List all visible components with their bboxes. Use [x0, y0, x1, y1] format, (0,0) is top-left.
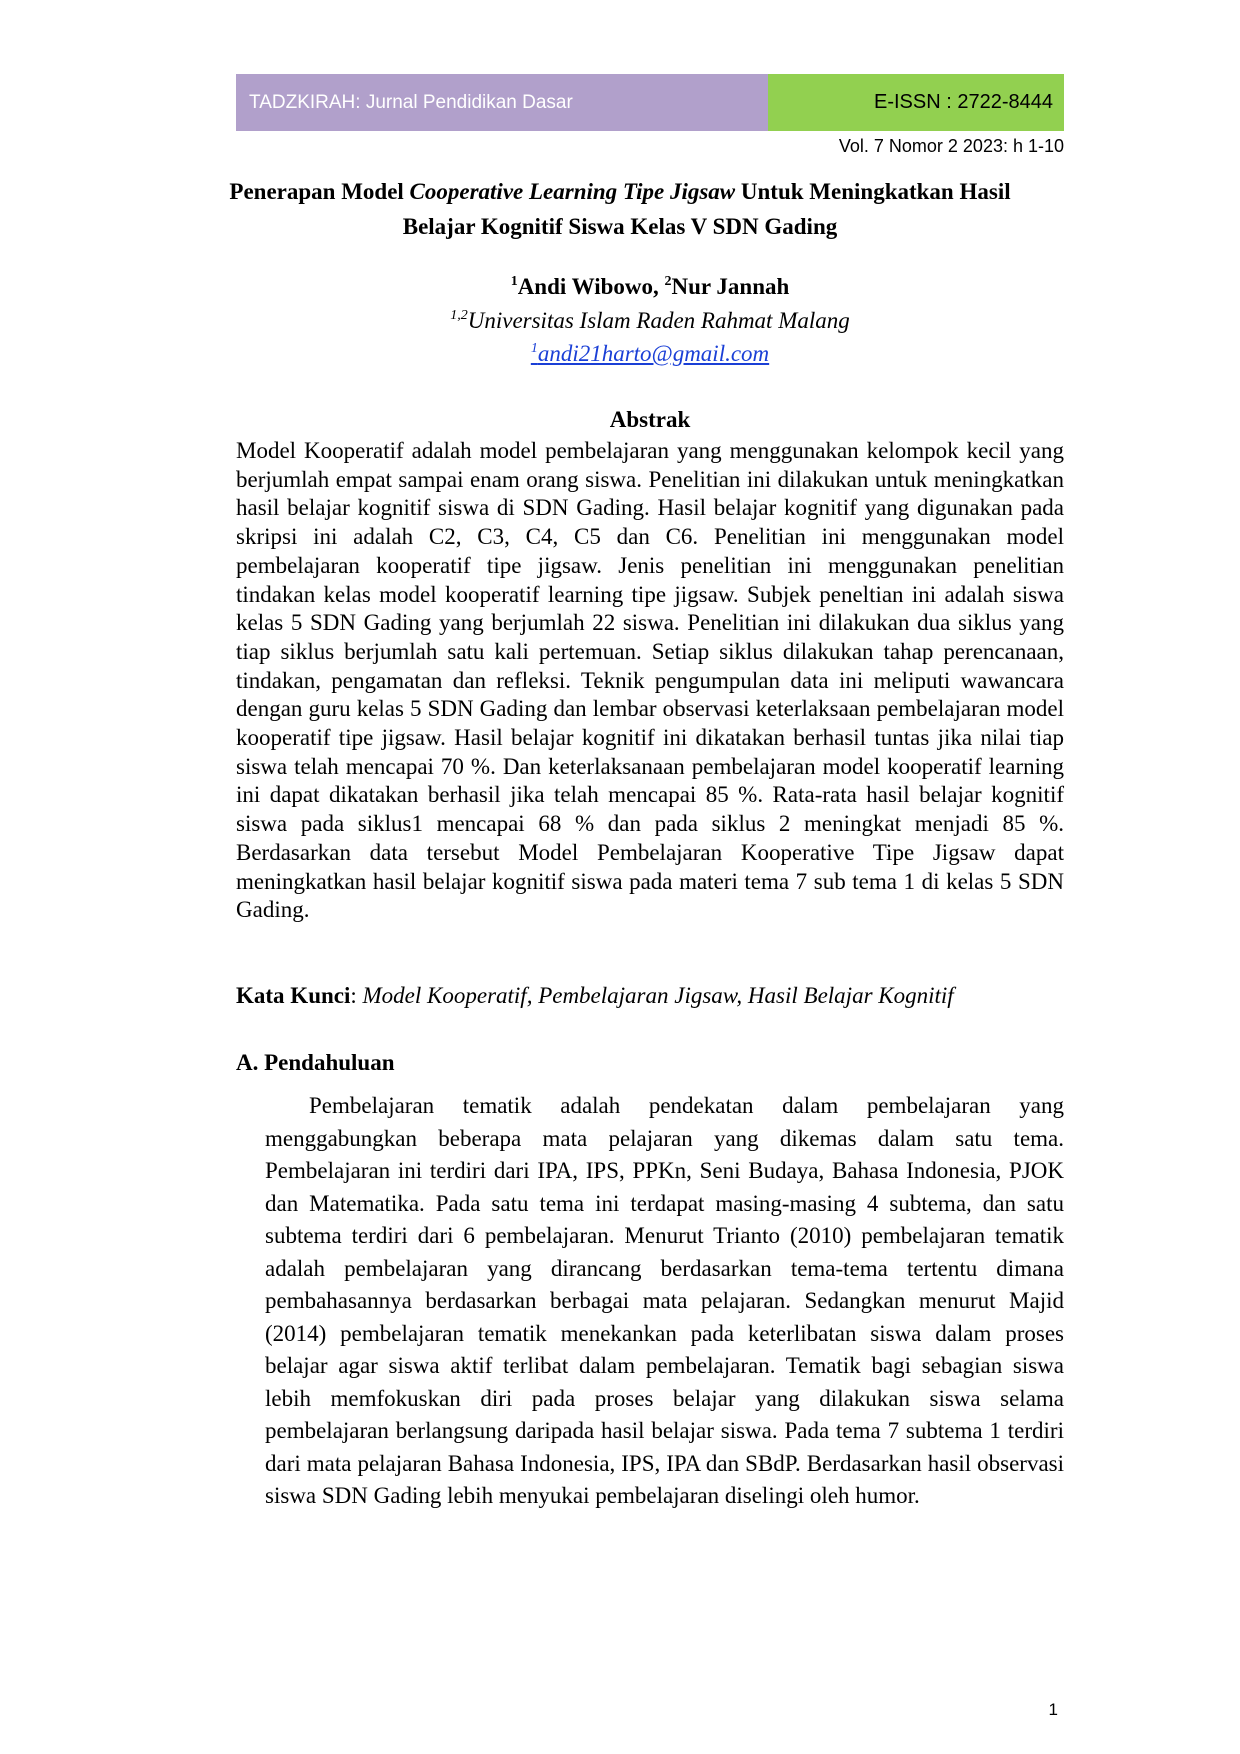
keywords-separator: :	[350, 983, 363, 1008]
article-title	[200, 174, 1040, 244]
author2-superscript: 2	[664, 274, 672, 289]
title-part-2: Untuk Meningkatkan Hasil Belajar Kognitif Siswa Kelas V SDN Gading	[402, 179, 1011, 239]
volume-info: Vol. 7 Nomor 2 2023: h 1-10	[838, 136, 1064, 156]
title-italic-part: Cooperative Learning Tipe Jigsaw	[409, 179, 736, 204]
introduction-paragraph: Pembelajaran tematik adalah pendekatan dalam pembelajaran yang menggabungkan beberapa mata pelajaran yang dikemas dalam satu tema. Pembelajaran ini terdiri dari IPA, IPS, PPKn, Seni Budaya, Bahasa Indonesia, PJOK dan Matematika. Pada satu tema ini terdapat masing-masing 4 subtema, dan satu subtema terdiri dari 6 pembelajaran. Menurut Trianto (2010) pembelajaran tematik adalah pembelajaran yang dirancang berdasarkan tema-tema tertentu dimana pembahasannya berdasarkan berbagai mata pelajaran. Sedangkan menurut Majid (2014) pembelajaran tematik menekankan pada keterlibatan siswa dalam proses belajar agar siswa aktif terlibat dalam pembelajaran. Tematik bagi sebagian siswa lebih memfokuskan diri pada proses belajar yang dilakukan siswa selama pembelajaran berlangsung daripada hasil belajar siswa. Pada tema 7 subtema 1 terdiri dari mata pelajaran Bahasa Indonesia, IPS, IPA dan SBdP. Berdasarkan hasil observasi siswa SDN Gading lebih menyukai pembelajaran diselingi oleh humor.	[265, 1093, 1064, 1508]
section-heading-pendahuluan: A. Pendahuluan	[236, 1050, 395, 1075]
keywords-label: Kata Kunci	[236, 983, 351, 1008]
affiliation-superscript: 1,2	[450, 308, 468, 323]
title-part-1: Penerapan Model	[229, 179, 410, 204]
affiliation	[236, 308, 1064, 334]
issn-label: E-ISSN : 2722-8444	[768, 74, 1064, 131]
abstract-heading: Abstrak	[609, 407, 691, 432]
keywords	[236, 983, 1064, 1009]
email-link[interactable]	[531, 341, 769, 366]
journal-header-banner	[236, 74, 1064, 131]
author-1: Andi Wibowo,	[517, 274, 659, 299]
email-text: andi21harto@gmail.com	[537, 341, 770, 366]
affiliation-text: Universitas Islam Raden Rahmat Malang	[467, 308, 850, 333]
email-superscript: 1	[530, 341, 538, 356]
author-2: Nur Jannah	[671, 274, 790, 299]
page-number: 1	[1048, 1700, 1058, 1719]
author-email	[236, 341, 1064, 367]
author-list	[236, 274, 1064, 300]
author1-superscript: 1	[510, 274, 518, 289]
journal-name: TADZKIRAH: Jurnal Pendidikan Dasar	[236, 74, 768, 131]
keywords-list: Model Kooperatif, Pembelajaran Jigsaw, Hasil Belajar Kognitif	[362, 983, 954, 1008]
abstract-body: Model Kooperatif adalah model pembelajaran yang menggunakan kelompok kecil yang berjumlah empat sampai enam orang siswa. Penelitian ini dilakukan untuk meningkatkan hasil belajar kognitif siswa di SDN Gading. Hasil belajar kognitif yang digunakan pada skripsi ini adalah C2, C3, C4, C5 dan C6. Penelitian ini menggunakan model pembelajaran kooperatif tipe jigsaw. Jenis penelitian ini menggunakan penelitian tindakan kelas model kooperatif learning tipe jigsaw. Subjek peneltian ini adalah siswa kelas 5 SDN Gading yang berjumlah 22 siswa. Penelitian ini dilakukan dua siklus yang tiap siklus berjumlah satu kali pertemuan. Setiap siklus dilakukan tahap perencanaan, tindakan, pengamatan dan refleksi. Teknik pengumpulan data ini meliputi wawancara dengan guru kelas 5 SDN Gading dan lembar observasi keterlaksaan pembelajaran model kooperatif tipe jigsaw. Hasil belajar kognitif ini dikatakan berhasil tuntas jika nilai tiap siswa telah mencapai 70 %. Dan keterlaksanaan pembelajaran model kooperatif learning ini dapat dikatakan berhasil jika telah mencapai 85 %. Rata-rata hasil belajar kognitif siswa pada siklus1 mencapai 68 % dan pada siklus 2 meningkat menjadi 85 %. Berdasarkan data tersebut Model Pembelajaran Kooperative Tipe Jigsaw dapat meningkatkan hasil belajar kognitif siswa pada materi tema 7 sub tema 1 di kelas 5 SDN Gading.	[236, 438, 1064, 923]
